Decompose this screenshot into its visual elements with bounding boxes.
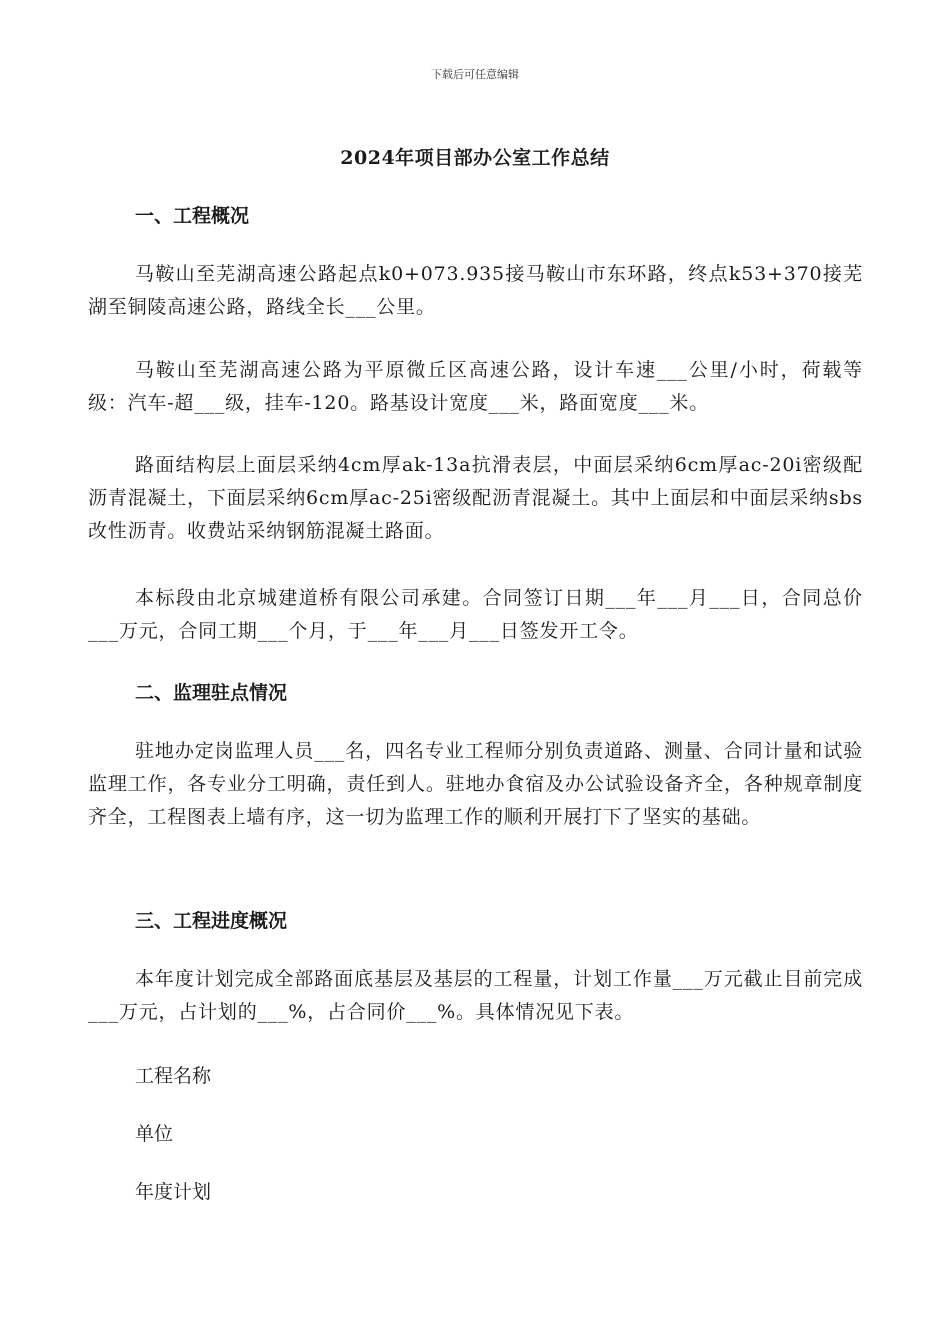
table-label-block bbox=[88, 1176, 863, 1208]
section-2-heading-block bbox=[88, 677, 863, 709]
paragraph: 本年度计划完成全部路面底基层及基层的工程量，计划工作量___万元截止目前完成___万元，占计划的___%，占合同价___%。具体情况见下表。 bbox=[88, 968, 863, 1023]
paragraph: 驻地办定岗监理人员___名，四名专业工程师分别负责道路、测量、合同计量和试验监理工作，各专业分工明确，责任到人。驻地办食宿及办公试验设备齐全，各种规章制度齐全，工程图表上墙有序，这一切为监理工作的顺利开展打下了坚实的基础。 bbox=[88, 740, 863, 828]
table-label-block bbox=[88, 1060, 863, 1092]
table-label-block bbox=[88, 1118, 863, 1150]
paragraph: 路面结构层上面层采纳4cm厚ak-13a抗滑表层，中面层采纳6cm厚ac-20i密级配沥青混凝土，下面层采纳6cm厚ac-25i密级配沥青混凝土。其中上面层和中面层采纳sbs改性沥青。收费站采纳钢筋混凝土路面。 bbox=[88, 454, 863, 542]
paragraph-block bbox=[88, 258, 863, 324]
section-heading: 三、工程进度概况 bbox=[135, 910, 288, 932]
paragraph: 本标段由北京城建道桥有限公司承建。合同签订日期___年___月___日，合同总价___万元，合同工期___个月，于___年___月___日签发开工令。 bbox=[88, 587, 863, 642]
paragraph-block bbox=[88, 449, 863, 548]
section-3-heading-block bbox=[88, 905, 863, 937]
table-label-annual-plan: 年度计划 bbox=[135, 1181, 212, 1203]
section-1-heading-block bbox=[88, 200, 863, 232]
document-title: 2024年项目部办公室工作总结 bbox=[340, 147, 610, 169]
section-heading: 一、工程概况 bbox=[135, 205, 250, 227]
table-label-unit: 单位 bbox=[135, 1123, 174, 1145]
header-note: 下载后可任意编辑 bbox=[431, 68, 519, 81]
paragraph-block bbox=[88, 354, 863, 420]
paragraph: 马鞍山至芜湖高速公路起点k0+073.935接马鞍山市东环路，终点k53+370接芜湖至铜陵高速公路，路线全长___公里。 bbox=[88, 263, 863, 318]
paragraph-block bbox=[88, 735, 863, 834]
table-label-project-name: 工程名称 bbox=[135, 1065, 212, 1087]
paragraph-block bbox=[88, 963, 863, 1029]
paragraph: 马鞍山至芜湖高速公路为平原微丘区高速公路，设计车速___公里/小时，荷载等级：汽车-超___级，挂车-120。路基设计宽度___米，路面宽度___米。 bbox=[88, 359, 863, 414]
section-heading: 二、监理驻点情况 bbox=[135, 682, 288, 704]
paragraph-block bbox=[88, 582, 863, 648]
